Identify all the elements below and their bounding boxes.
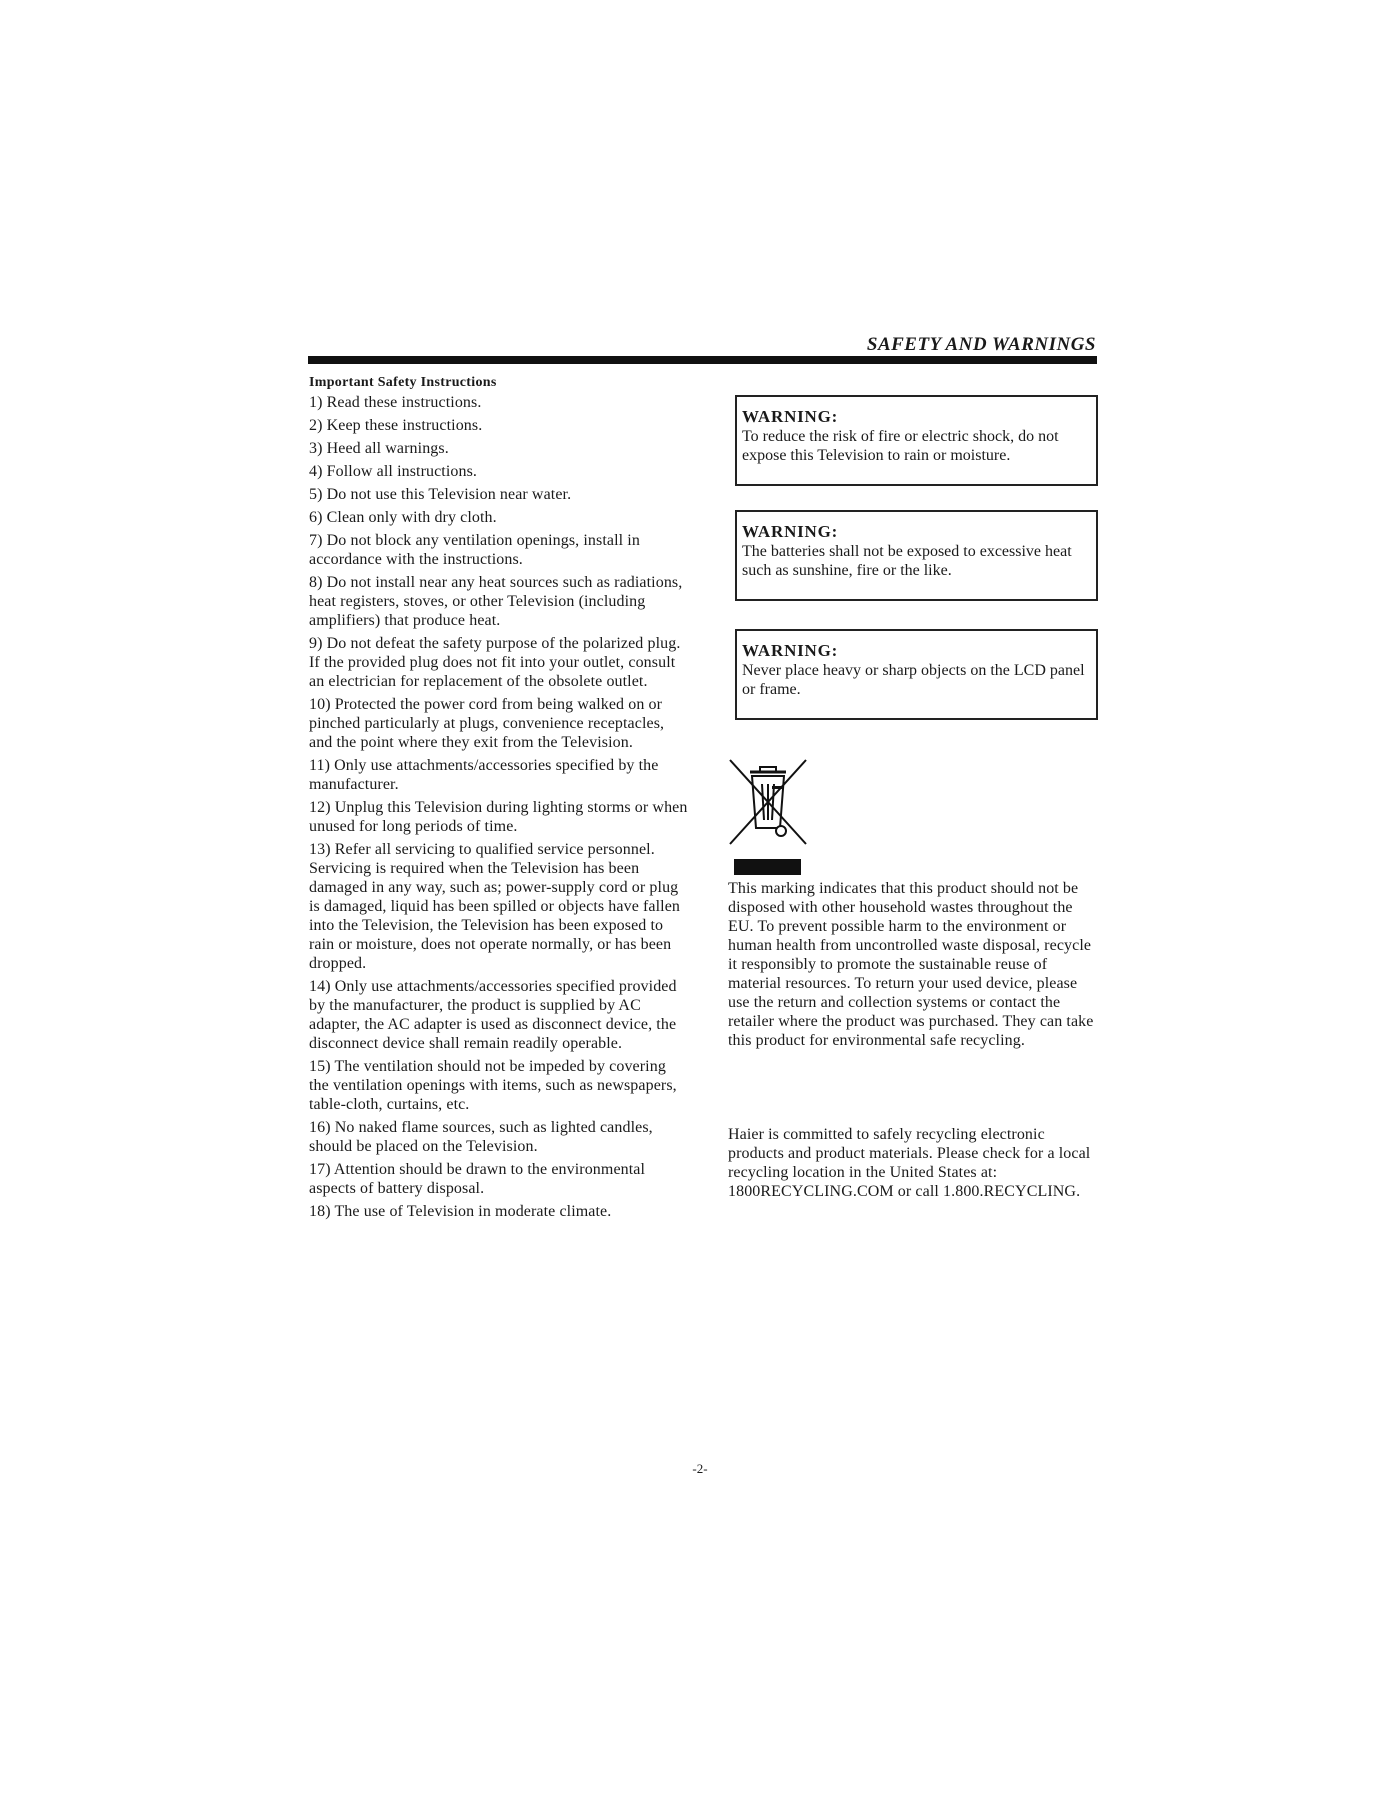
instruction-item: 1) Read these instructions. (309, 394, 482, 411)
weee-solid-bar (734, 859, 801, 875)
instruction-item: 2) Keep these instructions. (309, 417, 483, 434)
header-rule (308, 356, 1097, 364)
instruction-item: 12) Unplug this Television during lighting storms or when unused for long periods of time. (309, 799, 688, 835)
instruction-item: 9) Do not defeat the safety purpose of the polarized plug. If the provided plug does not fit into your outlet, consult an electrician for replacement of the obsolete outlet. (309, 635, 681, 690)
instruction-item: 18) The use of Television in moderate climate. (309, 1203, 612, 1220)
warnings-section (727, 395, 1097, 720)
instruction-item: 6) Clean only with dry cloth. (309, 509, 497, 526)
instruction-item: 5) Do not use this Television near water. (309, 486, 572, 503)
warning-label: WARNING: (742, 522, 839, 541)
instruction-item: 14) Only use attachments/accessories specified provided by the manufacturer, the product is supplied by AC adapter, the AC adapter is used as disconnect device, the disconnect device shall remain readily operable. (309, 978, 677, 1052)
instruction-item: 3) Heed all warnings. (309, 440, 449, 457)
instruction-item: 15) The ventilation should not be impeded by covering the ventilation openings with items, such as newspapers, table-cloth, curtains, etc. (309, 1058, 677, 1113)
instruction-item: 11) Only use attachments/accessories specified by the manufacturer. (309, 757, 659, 793)
instruction-item: 4) Follow all instructions. (309, 463, 478, 480)
instruction-item: 8) Do not install near any heat sources such as radiations, heat registers, stoves, or other Television (including amplifiers) that produce heat. (309, 574, 683, 629)
instruction-item: 16) No naked flame sources, such as lighted candles, should be placed on the Television. (309, 1119, 653, 1155)
page-title: SAFETY AND WARNINGS (866, 334, 1096, 355)
warning-text: To reduce the risk of fire or electric shock, do not expose this Television to rain or moisture. (742, 428, 1059, 464)
weee-marking-paragraph: This marking indicates that this product should not be disposed with other household wastes throughout the EU. To prevent possible harm to the environment or human health from uncontrolled waste disposal, recycle it responsibly to promote the sustainable reuse of material resources. To return your used device, please use the return and collection systems or contact the retailer where the product was purchased. They can take this product for environmental safe recycling. (728, 880, 1094, 1049)
instruction-item: 7) Do not block any ventilation openings, install in accordance with the instructions. (309, 532, 640, 568)
warning-text: Never place heavy or sharp objects on the LCD panel or frame. (742, 662, 1085, 698)
instruction-item: 10) Protected the power cord from being walked on or pinched particularly at plugs, convenience receptacles, and the point where they exit from the Television. (309, 696, 665, 751)
instructions-heading: Important Safety Instructions (309, 375, 497, 390)
crossed-out-wheelie-bin-icon (728, 758, 808, 846)
haier-recycling-paragraph: Haier is committed to safely recycling electronic products and product materials. Please check for a local recycling location in the United States at: 1800RECYCLING.COM or call 1.800.RECYCLING. (728, 1126, 1091, 1200)
safety-instructions-section (309, 375, 689, 1225)
warning-label: WARNING: (742, 641, 839, 660)
instruction-item: 17) Attention should be drawn to the environmental aspects of battery disposal. (309, 1161, 646, 1197)
warning-label: WARNING: (742, 407, 839, 426)
instructions-list (309, 393, 689, 1221)
instruction-item: 13) Refer all servicing to qualified service personnel. Servicing is required when the Television has been damaged in any way, such as; power-supply cord or plug is damaged, liquid has been spilled or objects have fallen into the Television, the Television has been exposed to rain or moisture, does not operate normally, or has been dropped. (309, 841, 681, 972)
warning-text: The batteries shall not be exposed to excessive heat such as sunshine, fire or the like. (742, 543, 1072, 579)
page-number: -2- (692, 1461, 708, 1476)
warning-box (735, 395, 1098, 486)
warning-box (735, 510, 1098, 601)
warning-box (735, 629, 1098, 720)
